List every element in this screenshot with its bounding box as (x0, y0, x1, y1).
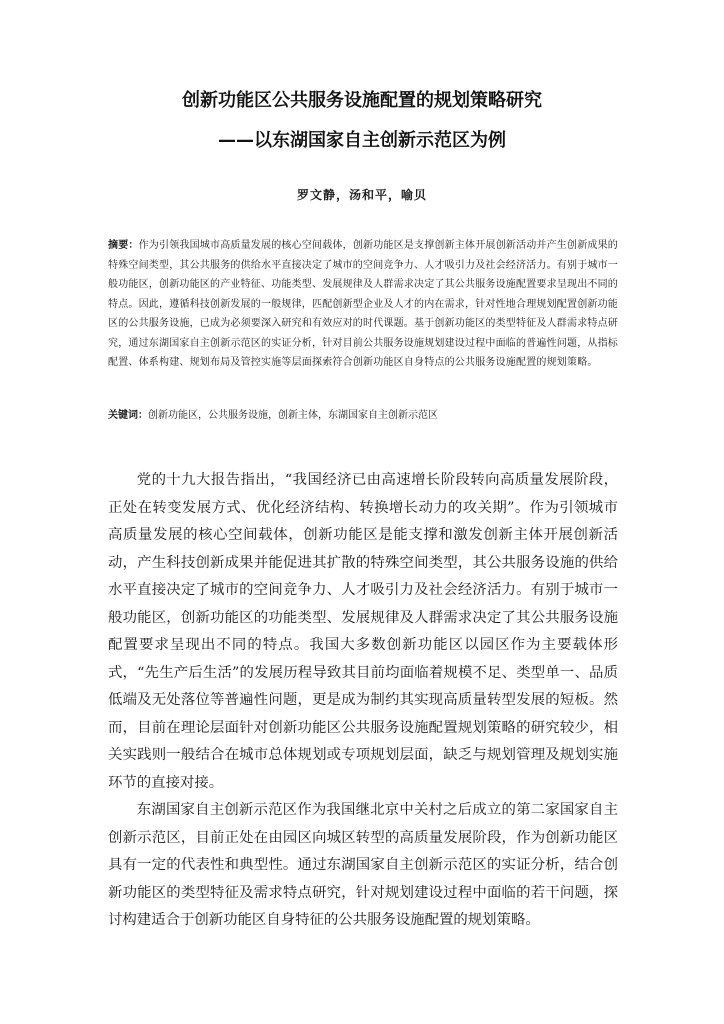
paper-subtitle: ——以东湖国家自主创新示范区为例 (218, 130, 506, 151)
abstract-text: 作为引领我国城市高质量发展的核心空间载体，创新功能区是支撑创新主体开展创新活动并产生创新成果的特殊空间类型，其公共服务的供给水平直接决定了城市的空间竞争力、人才吸引力及社会经济活力。有别于城市一般功能区，创新功能区的产业特征、功能类型、发展规律及人群需求决定了其公共服务设施配置要求呈现出不同的特点。因此，遵循科技创新发展的一般规律，匹配创新型企业及人才的内在需求，针对性地合理规划配置创新功能区的公共服务设施，已成为必须要深入研究和有效应对的时代课题。基于创新功能区的类型特征及人群需求特点研究，通过东湖国家自主创新示范区的实证分析，针对目前公共服务设施规划建设过程中面临的普遍性问题，从指标配置、体系构建、规划布局及管控实施等层面探索符合创新功能区自身特点的公共服务设施配置的规划策略。 (108, 240, 619, 368)
author-list: 罗文静，汤和平，喻贝 (296, 188, 427, 202)
body-paragraph: 东湖国家自主创新示范区作为我国继北京中关村之后成立的第二家国家自主创新示范区，目前正处在由园区向城区转型的高质量发展阶段，作为创新功能区具有一定的代表性和典型性。通过东湖国家自主创新示范区的实证分析，结合创新功能区的类型特征及需求特点研究，针对规划建设过程中面临的若干问题，探讨构建适合于创新功能区自身特征的公共服务设施配置的规划策略。 (108, 802, 618, 928)
keywords-block (108, 406, 618, 426)
body-paragraph: 党的十九大报告指出，“我国经济已由高速增长阶段转向高质量发展阶段，正处在转变发展方式、优化经济结构、转换增长动力的攻关期”。作为引领城市高质量发展的核心空间载体，创新功能区是能支撑和激发创新主体开展创新活动，产生科技创新成果并能促进其扩散的特殊空间类型，其公共服务设施的供给水平直接决定了城市的空间竞争力、人才吸引力及社会经济活力。有别于城市一般功能区，创新功能区的功能类型、发展规律及人群需求决定了其公共服务设施配置要求呈现出不同的特点。我国大多数创新功能区以园区作为主要载体形式，“先生产后生活”的发展历程导致其目前均面临着规模不足、类型单一、品质低端及无处落位等普遍性问题，更是成为制约其实现高质量转型发展的短板。然而，目前在理论层面针对创新功能区公共服务设施配置规划策略的研究较少，相关实践则一般结合在城市总体规划或专项规划层面，缺乏与规划管理及规划实施环节的直接对接。 (108, 472, 618, 791)
keywords-label: 关键词： (108, 410, 148, 421)
body-text (108, 467, 618, 935)
keywords-text: 创新功能区，公共服务设施，创新主体，东湖国家自主创新示范区 (148, 410, 438, 421)
abstract-block (108, 236, 618, 373)
paper-title: 创新功能区公共服务设施配置的规划策略研究 (182, 90, 542, 111)
abstract-label: 摘要： (108, 240, 139, 251)
